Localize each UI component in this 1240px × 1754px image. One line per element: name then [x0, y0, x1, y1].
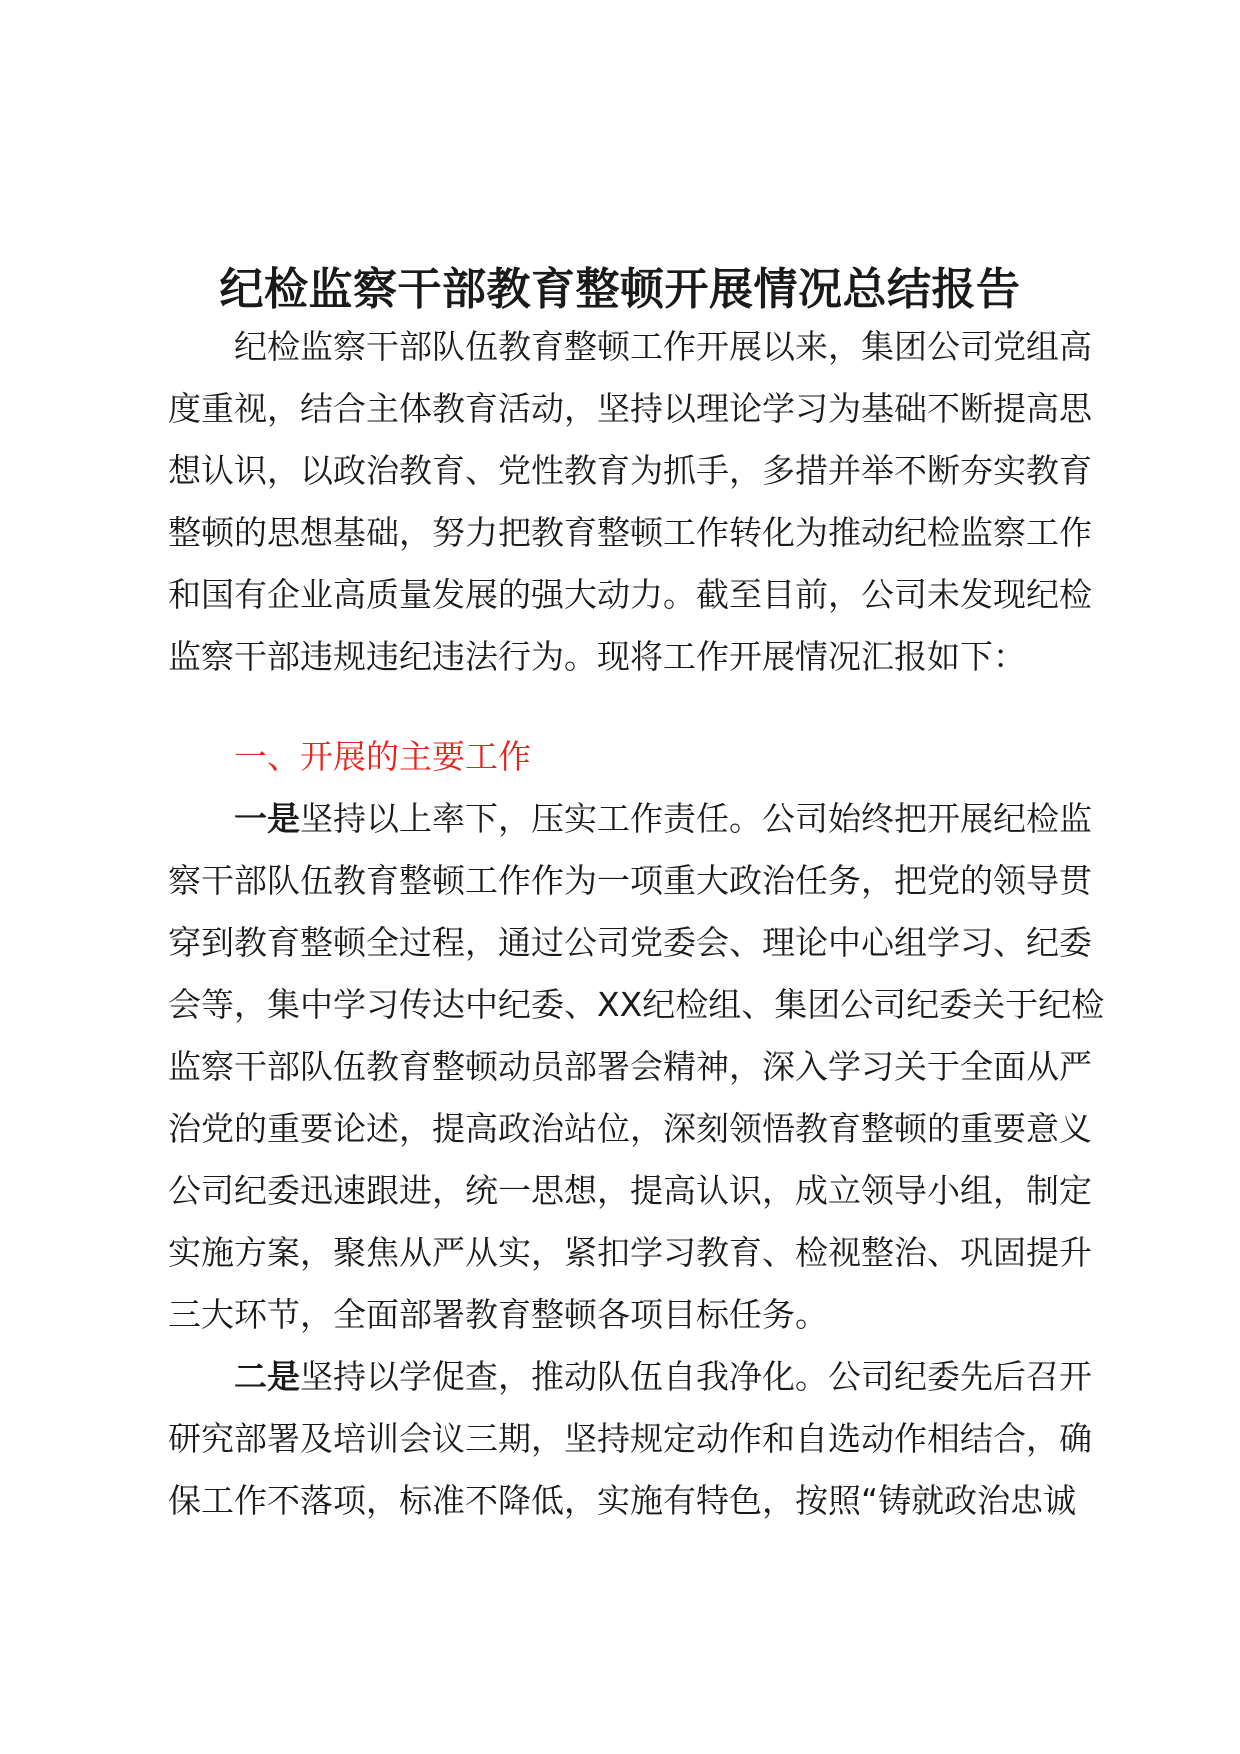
paragraph-line: 度重视，结合主体教育活动，坚持以理论学习为基础不断提高思	[168, 389, 1092, 428]
paragraph-line: 穿到教育整顿全过程，通过公司党委会、理论中心组学习、纪委	[168, 923, 1092, 962]
paragraph-line: 三大环节，全面部署教育整顿各项目标任务。	[168, 1295, 828, 1334]
paragraph-line: 纪检监察干部队伍教育整顿工作开展以来，集团公司党组高	[234, 327, 1092, 366]
paragraph-line-rest: 坚持以学促查，推动队伍自我净化。公司纪委先后召开	[300, 1357, 1092, 1396]
paragraph-line: 公司纪委迅速跟进，统一思想，提高认识，成立领导小组，制定	[168, 1171, 1092, 1210]
paragraph-line: 研究部署及培训会议三期，坚持规定动作和自选动作相结合，确	[168, 1419, 1092, 1458]
section-heading	[168, 726, 1108, 788]
paragraph-intro	[168, 316, 1108, 688]
document-title: 纪检监察干部教育整顿开展情况总结报告	[219, 264, 1021, 315]
paragraph-line: 监察干部队伍教育整顿动员部署会精神，深入学习关于全面从严	[168, 1047, 1092, 1086]
paragraph-first-line	[168, 1346, 1108, 1408]
paragraph-point-two	[168, 1346, 1108, 1532]
paragraph-line: 和国有企业高质量发展的强大动力。截至目前，公司未发现纪检	[168, 575, 1092, 614]
paragraph-first-line	[168, 788, 1108, 850]
paragraph-point-one	[168, 788, 1108, 1346]
paragraph-line: 保工作不落项，标准不降低，实施有特色，按照“铸就政治忠诚	[168, 1481, 1077, 1520]
paragraph-line: 监察干部违规违纪违法行为。现将工作开展情况汇报如下：	[168, 637, 1026, 676]
point-lead: 一是	[234, 799, 300, 838]
point-lead: 二是	[234, 1357, 300, 1396]
paragraph-line: 想认识，以政治教育、党性教育为抓手，多措并举不断夯实教育	[168, 451, 1092, 490]
paragraph-line: 整顿的思想基础，努力把教育整顿工作转化为推动纪检监察工作	[168, 513, 1092, 552]
paragraph-line: 察干部队伍教育整顿工作作为一项重大政治任务，把党的领导贯	[168, 861, 1092, 900]
paragraph-line-rest: 坚持以上率下，压实工作责任。公司始终把开展纪检监	[300, 799, 1092, 838]
paragraph-line: 实施方案，聚焦从严从实，紧扣学习教育、检视整治、巩固提升	[168, 1233, 1092, 1272]
paragraph-line: 治党的重要论述，提高政治站位，深刻领悟教育整顿的重要意义	[168, 1109, 1092, 1148]
section-heading-text: 一、开展的主要工作	[234, 737, 531, 776]
paragraph-line: 会等，集中学习传达中纪委、XX纪检组、集团公司纪委关于纪检	[168, 985, 1105, 1024]
